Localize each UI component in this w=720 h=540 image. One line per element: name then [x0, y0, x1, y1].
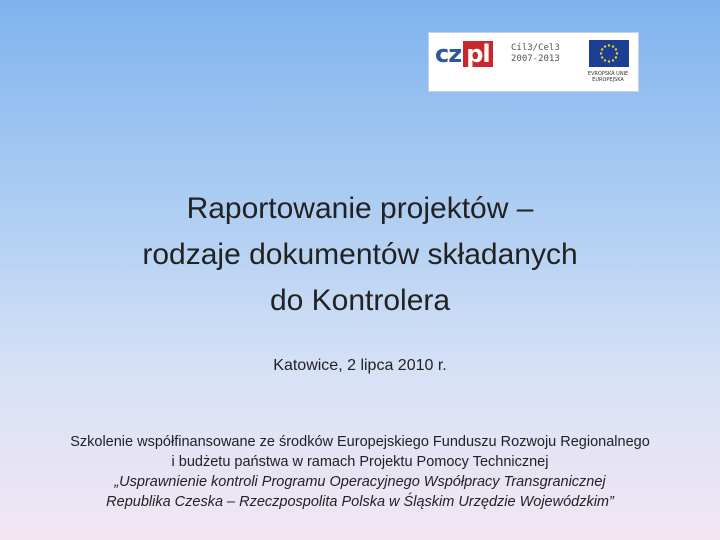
- logo-pl-text: pl: [463, 41, 492, 67]
- footer-line-3: „Usprawnienie kontroli Programu Operacyjnego Współpracy Transgranicznej: [114, 474, 606, 490]
- slide-title: [60, 186, 660, 324]
- logo-code-line1: Cíl3/Cel3: [511, 43, 560, 53]
- program-logo: [428, 32, 639, 92]
- czpl-logo: [435, 40, 505, 68]
- logo-code-line2: 2007-2013: [511, 54, 560, 64]
- title-line-1: Raportowanie projektów –: [186, 192, 534, 225]
- logo-program-code: [511, 43, 571, 65]
- title-line-2: rodzaje dokumentów składanych: [142, 238, 578, 271]
- footer-note: [20, 432, 700, 512]
- eu-stars-icon: [589, 40, 629, 67]
- eu-label: EVROPSKÁ UNIE EUROPEJSKA: [587, 71, 629, 83]
- slide-date: Katowice, 2 lipca 2010 r.: [273, 357, 447, 374]
- title-line-3: do Kontrolera: [269, 284, 451, 317]
- footer-line-4: Republika Czeska – Rzeczpospolita Polska w Śląskim Urzędzie Wojewódzkim”: [106, 494, 614, 510]
- footer-line-1: Szkolenie współfinansowane ze środków Europejskiego Funduszu Rozwoju Regionalnego: [70, 434, 650, 450]
- logo-cz-text: cz: [435, 40, 462, 68]
- eu-flag-icon: [589, 40, 629, 67]
- footer-line-2: i budżetu państwa w ramach Projektu Pomocy Technicznej: [171, 454, 549, 470]
